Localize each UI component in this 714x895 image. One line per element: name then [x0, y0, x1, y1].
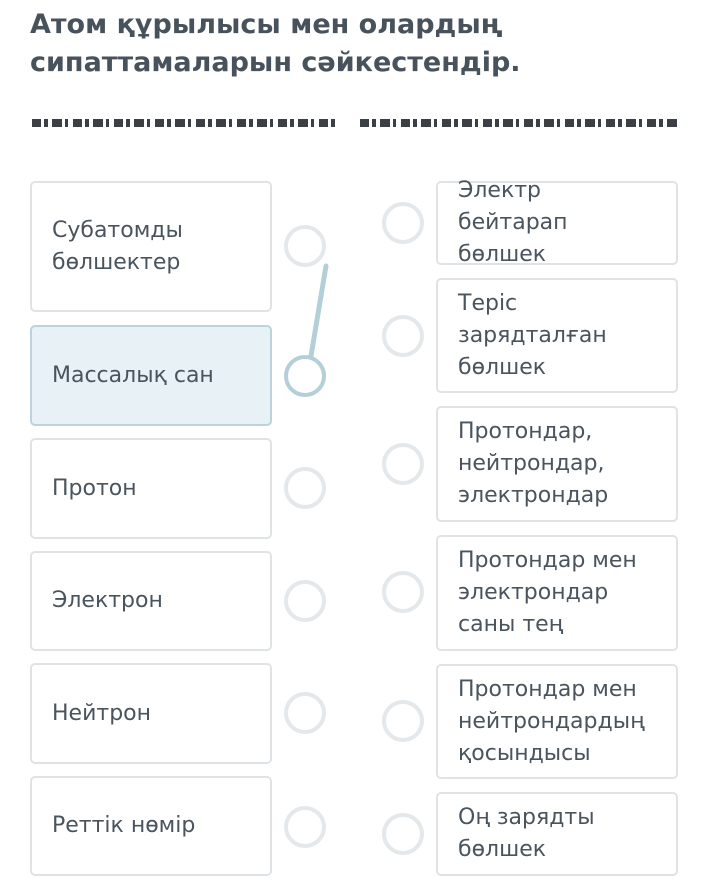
left-item-label: Субатомды бөлшектер — [52, 217, 183, 275]
right-item-label: Электр бейтарап бөлшек — [458, 178, 568, 267]
right-connector-dot-2[interactable] — [382, 315, 424, 357]
right-item-protons-neutrons-electrons[interactable] — [436, 406, 678, 522]
left-connector-dot-4[interactable] — [284, 580, 326, 622]
right-item-sum-protons-neutrons[interactable] — [436, 664, 678, 779]
right-connector-dot-5[interactable] — [382, 700, 424, 742]
left-item-label: Реттік нөмір — [52, 813, 196, 838]
left-connector-dot-3[interactable] — [284, 467, 326, 509]
right-item-neutral-particle[interactable] — [436, 178, 678, 267]
left-item-label: Массалық сан — [52, 362, 214, 388]
right-item-label: Теріс зарядталған бөлшек — [458, 290, 607, 380]
right-connector-dot-6[interactable] — [382, 813, 424, 855]
question-title: Атом құрылысы мен олардың сипаттамаларын сәйкестендір. — [30, 9, 521, 78]
left-item-atomic-number[interactable] — [30, 776, 272, 876]
left-item-electron[interactable] — [30, 551, 272, 651]
right-item-label: Протондар мен нейтрондардың қосындысы — [458, 676, 645, 766]
left-connector-dot-6[interactable] — [284, 806, 326, 848]
right-item-negative-particle[interactable] — [436, 278, 678, 393]
left-item-label: Электрон — [52, 588, 163, 613]
left-item-neutron[interactable] — [30, 663, 272, 764]
left-item-subatomic[interactable] — [30, 181, 272, 312]
left-connector-dot-2[interactable] — [284, 355, 326, 397]
left-item-label: Нейтрон — [52, 700, 151, 726]
right-connector-dot-3[interactable] — [382, 443, 424, 485]
left-connector-dot-5[interactable] — [284, 692, 326, 734]
right-item-positive-particle[interactable] — [436, 792, 678, 876]
right-item-equal-protons-electrons[interactable] — [436, 535, 678, 651]
right-item-label: Протондар мен электрондар саны тең — [458, 548, 637, 637]
left-item-label: Протон — [52, 475, 137, 501]
right-connector-dot-1[interactable] — [382, 202, 424, 244]
left-connector-dot-1[interactable] — [284, 225, 326, 267]
left-item-proton[interactable] — [30, 438, 272, 539]
left-item-mass-number[interactable] — [30, 325, 272, 426]
right-connector-dot-4[interactable] — [382, 571, 424, 613]
right-item-label: Протондар, нейтрондар, электрондар — [458, 419, 609, 508]
right-item-label: Оң зарядты бөлшек — [458, 805, 595, 862]
